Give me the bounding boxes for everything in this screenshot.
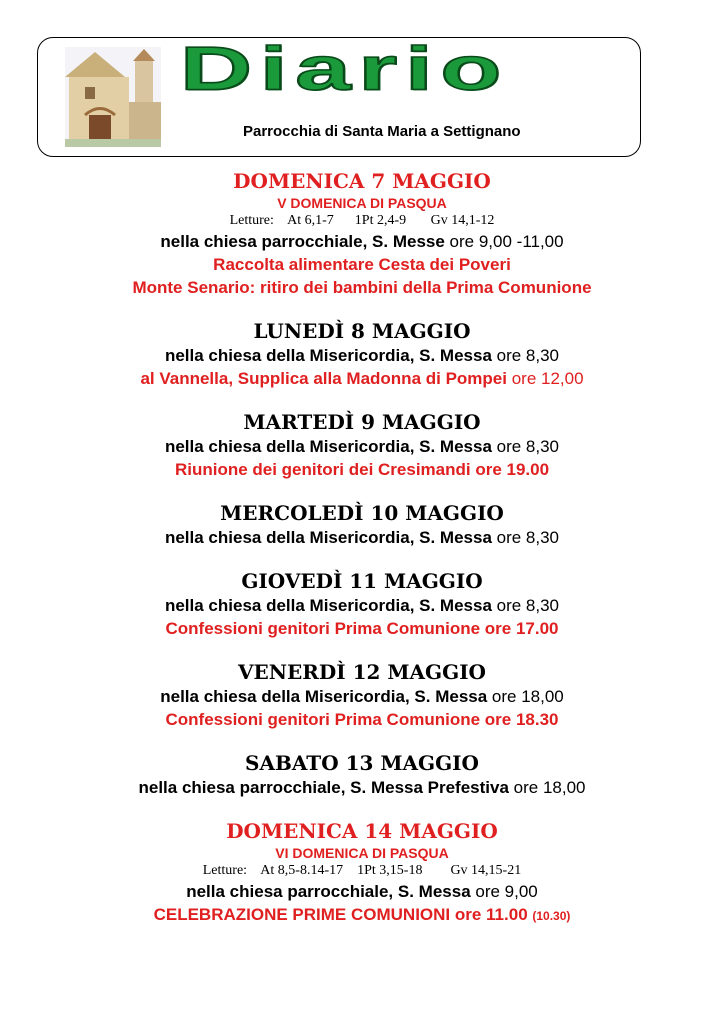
mass-time: ore 18,00 xyxy=(487,687,564,706)
mass-place: nella chiesa della Misericordia, S. Messa xyxy=(164,437,492,456)
mass-place: nella chiesa della Misericordia, S. Messa xyxy=(164,346,492,365)
day-block-9 xyxy=(0,409,724,481)
mass-time: ore 9,00 -11,00 xyxy=(444,232,564,251)
mass-time: ore 8,30 xyxy=(491,437,560,456)
note-text: CELEBRAZIONE PRIME COMUNIONI ore 11.00 xyxy=(153,905,533,924)
day-title: MERCOLEDÌ 10 MAGGIO xyxy=(220,501,504,525)
header-box xyxy=(37,34,641,157)
mass-time: ore 18,00 xyxy=(508,778,586,797)
note-time: ore 12,00 xyxy=(506,369,584,388)
day-title: MARTEDÌ 9 MAGGIO xyxy=(243,410,481,434)
note xyxy=(0,367,724,390)
liturgical-sunday: V DOMENICA DI PASQUA xyxy=(277,195,447,211)
day-block-11 xyxy=(0,568,724,640)
mass-line xyxy=(0,526,724,549)
note: Confessioni genitori Prima Comunione ore 18.30 xyxy=(165,710,559,729)
day-block-13 xyxy=(0,750,724,799)
day-title: DOMENICA 14 MAGGIO xyxy=(226,819,498,843)
mass-line xyxy=(0,594,724,617)
mass-time: ore 8,30 xyxy=(491,346,560,365)
mass-line xyxy=(0,344,724,367)
readings: Letture: At 6,1-7 1Pt 2,4-9 Gv 14,1-12 xyxy=(229,213,495,228)
mass-place: nella chiesa parrocchiale, S. Messa xyxy=(186,882,471,901)
mass-line xyxy=(0,435,724,458)
church-illustration xyxy=(65,47,161,147)
note xyxy=(0,903,724,928)
readings: Letture: At 8,5-8.14-17 1Pt 3,15-18 Gv 14,15-21 xyxy=(202,863,522,878)
day-title: SABATO 13 MAGGIO xyxy=(245,751,479,775)
day-title: LUNEDÌ 8 MAGGIO xyxy=(253,319,471,343)
note: Confessioni genitori Prima Comunione ore 17.00 xyxy=(165,619,559,638)
parish-name: Parrocchia di Santa Maria a Settignano xyxy=(243,123,521,140)
mass-place: nella chiesa della Misericordia, S. Messa xyxy=(164,596,492,615)
mass-line xyxy=(0,230,724,253)
note-alt-time: (10.30) xyxy=(532,909,571,923)
liturgical-sunday: VI DOMENICA DI PASQUA xyxy=(275,845,449,861)
note: Riunione dei genitori dei Cresimandi ore 19.00 xyxy=(174,460,550,479)
day-title: DOMENICA 7 MAGGIO xyxy=(233,169,491,193)
mass-time: ore 8,30 xyxy=(491,528,560,547)
mass-time: ore 9,00 xyxy=(470,882,538,901)
day-block-12 xyxy=(0,659,724,731)
mass-place: nella chiesa della Misericordia, S. Messa xyxy=(160,687,488,706)
mass-place: nella chiesa parrocchiale, S. Messe xyxy=(160,232,445,251)
note-text: al Vannella, Supplica alla Madonna di Pompei xyxy=(140,369,507,388)
day-block-10 xyxy=(0,500,724,549)
mass-place: nella chiesa parrocchiale, S. Messa Prefestiva xyxy=(138,778,509,797)
mass-line xyxy=(0,880,724,903)
note: Monte Senario: ritiro dei bambini della Prima Comunione xyxy=(132,278,592,297)
mass-place: nella chiesa della Misericordia, S. Messa xyxy=(164,528,492,547)
mass-time: ore 8,30 xyxy=(491,596,560,615)
diario-title: Diario xyxy=(180,34,510,103)
mass-line xyxy=(0,685,724,708)
day-block-7 xyxy=(0,168,724,299)
day-block-14 xyxy=(0,818,724,928)
mass-line xyxy=(0,776,724,799)
day-title: GIOVEDÌ 11 MAGGIO xyxy=(241,569,483,593)
note: Raccolta alimentare Cesta dei Poveri xyxy=(213,255,511,274)
day-title: VENERDÌ 12 MAGGIO xyxy=(238,660,486,684)
day-block-8 xyxy=(0,318,724,390)
schedule xyxy=(0,168,724,947)
